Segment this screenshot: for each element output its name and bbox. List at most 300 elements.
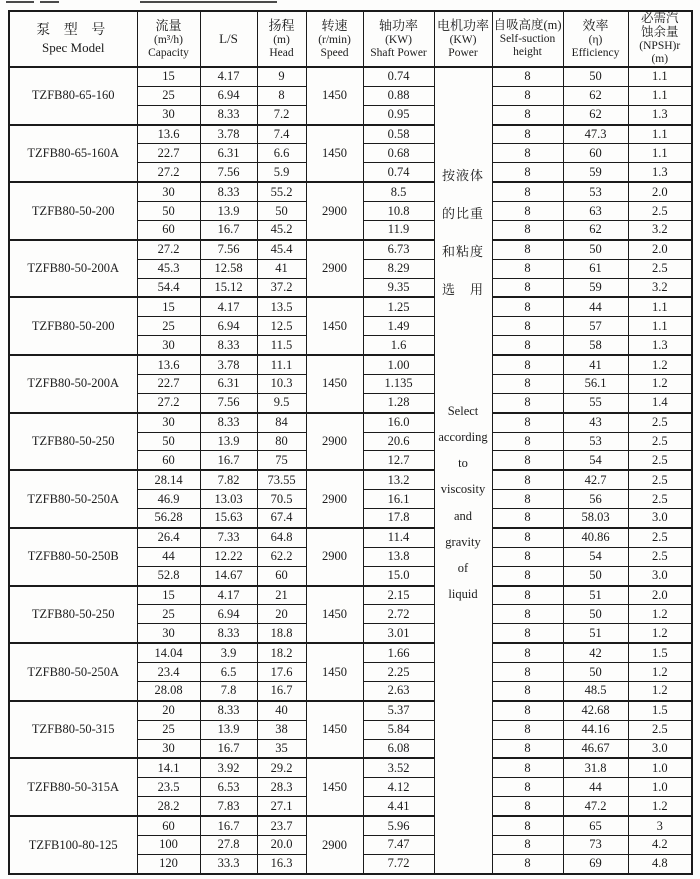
- self-suction-cell: 8: [492, 355, 563, 374]
- capacity-cell: 25: [137, 605, 200, 624]
- efficiency-cell: 50: [563, 605, 628, 624]
- self-suction-cell: 8: [492, 663, 563, 682]
- head-cell: 9: [257, 67, 306, 86]
- header-line: L/S: [219, 31, 238, 47]
- header-line: (m): [651, 52, 669, 65]
- efficiency-cell: 43: [563, 413, 628, 432]
- efficiency-cell: 56: [563, 490, 628, 509]
- shaft-power-cell: 1.25: [363, 297, 434, 316]
- speed-cell: 1450: [306, 758, 363, 816]
- header-line: 电机功率: [436, 17, 489, 33]
- col-header-npsh: [628, 11, 692, 67]
- col-header-efficiency: [563, 11, 628, 67]
- ls-cell: 6.94: [200, 605, 257, 624]
- ls-cell: 3.78: [200, 355, 257, 374]
- efficiency-cell: 54: [563, 547, 628, 566]
- table-row: [9, 470, 692, 489]
- capacity-cell: 13.6: [137, 355, 200, 374]
- head-cell: 20.0: [257, 835, 306, 854]
- npsh-cell: 4.8: [628, 854, 692, 874]
- ls-cell: 8.33: [200, 413, 257, 432]
- capacity-cell: 14.04: [137, 643, 200, 662]
- capacity-cell: 14.1: [137, 758, 200, 777]
- efficiency-cell: 41: [563, 355, 628, 374]
- self-suction-cell: 8: [492, 259, 563, 278]
- model-cell: TZFB100-80-125: [9, 816, 137, 874]
- capacity-cell: 28.14: [137, 470, 200, 489]
- npsh-cell: 2.5: [628, 547, 692, 566]
- model-cell: TZFB80-50-200: [9, 297, 137, 355]
- ls-cell: 8.33: [200, 182, 257, 201]
- speed-cell: 2900: [306, 470, 363, 528]
- self-suction-cell: 8: [492, 758, 563, 777]
- self-suction-cell: 8: [492, 854, 563, 874]
- shaft-power-cell: 1.28: [363, 393, 434, 412]
- table-row: [9, 355, 692, 374]
- capacity-cell: 27.2: [137, 393, 200, 412]
- head-cell: 73.55: [257, 470, 306, 489]
- capacity-cell: 22.7: [137, 144, 200, 163]
- self-suction-cell: 8: [492, 586, 563, 605]
- scan-artifact-line: [6, 1, 34, 3]
- capacity-cell: 15: [137, 67, 200, 86]
- head-cell: 23.7: [257, 816, 306, 835]
- efficiency-cell: 61: [563, 259, 628, 278]
- capacity-cell: 56.28: [137, 509, 200, 528]
- head-cell: 8: [257, 86, 306, 105]
- npsh-cell: 1.1: [628, 67, 692, 86]
- shaft-power-cell: 15.0: [363, 566, 434, 585]
- ls-cell: 13.03: [200, 490, 257, 509]
- self-suction-cell: 8: [492, 67, 563, 86]
- ls-cell: 16.7: [200, 816, 257, 835]
- pump-spec-table: [8, 10, 693, 875]
- npsh-cell: 3.2: [628, 220, 692, 239]
- efficiency-cell: 42.7: [563, 470, 628, 489]
- col-header-shaft-power: [363, 11, 434, 67]
- efficiency-cell: 48.5: [563, 681, 628, 700]
- npsh-cell: 1.5: [628, 701, 692, 720]
- head-cell: 11.5: [257, 336, 306, 355]
- capacity-cell: 27.2: [137, 163, 200, 182]
- shaft-power-cell: 6.73: [363, 240, 434, 259]
- self-suction-cell: 8: [492, 528, 563, 547]
- ls-cell: 7.56: [200, 163, 257, 182]
- ls-cell: 13.9: [200, 720, 257, 739]
- model-cell: TZFB80-65-160A: [9, 125, 137, 183]
- capacity-cell: 28.2: [137, 797, 200, 816]
- head-cell: 7.4: [257, 125, 306, 144]
- ls-cell: 6.94: [200, 317, 257, 336]
- ls-cell: 33.3: [200, 854, 257, 874]
- efficiency-cell: 44: [563, 778, 628, 797]
- efficiency-cell: 59: [563, 278, 628, 297]
- shaft-power-cell: 4.12: [363, 778, 434, 797]
- self-suction-cell: 8: [492, 432, 563, 451]
- efficiency-cell: 51: [563, 624, 628, 643]
- shaft-power-cell: 0.95: [363, 105, 434, 124]
- model-cell: TZFB80-50-315A: [9, 758, 137, 816]
- shaft-power-cell: 0.68: [363, 144, 434, 163]
- table-row: [9, 758, 692, 777]
- table-row: [9, 701, 692, 720]
- model-cell: TZFB80-50-200A: [9, 240, 137, 298]
- ls-cell: 3.78: [200, 125, 257, 144]
- self-suction-cell: 8: [492, 182, 563, 201]
- model-cell: TZFB80-50-200A: [9, 355, 137, 413]
- header-line: (m³/h): [154, 33, 183, 46]
- speed-cell: 2900: [306, 528, 363, 586]
- head-cell: 20: [257, 605, 306, 624]
- shaft-power-cell: 16.0: [363, 413, 434, 432]
- shaft-power-cell: 1.00: [363, 355, 434, 374]
- capacity-cell: 30: [137, 336, 200, 355]
- ls-cell: 13.9: [200, 432, 257, 451]
- head-cell: 5.9: [257, 163, 306, 182]
- npsh-cell: 1.5: [628, 643, 692, 662]
- shaft-power-cell: 11.4: [363, 528, 434, 547]
- self-suction-cell: 8: [492, 220, 563, 239]
- shaft-power-cell: 11.9: [363, 220, 434, 239]
- header-line: 转速: [321, 17, 348, 33]
- capacity-cell: 20: [137, 701, 200, 720]
- header-line: (KW): [385, 33, 412, 46]
- speed-cell: 1450: [306, 701, 363, 759]
- table-header: [9, 11, 692, 67]
- ls-cell: 8.33: [200, 624, 257, 643]
- ls-cell: 8.33: [200, 105, 257, 124]
- npsh-cell: 1.0: [628, 758, 692, 777]
- shaft-power-cell: 0.74: [363, 163, 434, 182]
- header-line: (KW): [449, 33, 477, 46]
- header-line: Self-suction: [499, 32, 556, 45]
- self-suction-cell: 8: [492, 835, 563, 854]
- efficiency-cell: 46.67: [563, 739, 628, 758]
- ls-cell: 6.53: [200, 778, 257, 797]
- ls-cell: 12.22: [200, 547, 257, 566]
- efficiency-cell: 50: [563, 566, 628, 585]
- shaft-power-cell: 8.5: [363, 182, 434, 201]
- npsh-cell: 2.0: [628, 586, 692, 605]
- capacity-cell: 15: [137, 586, 200, 605]
- efficiency-cell: 59: [563, 163, 628, 182]
- self-suction-cell: 8: [492, 240, 563, 259]
- ls-cell: 16.7: [200, 220, 257, 239]
- header-line: 轴功率: [378, 17, 418, 33]
- capacity-cell: 100: [137, 835, 200, 854]
- power-note-line: liquid: [448, 587, 478, 602]
- npsh-cell: 1.3: [628, 336, 692, 355]
- shaft-power-cell: 1.49: [363, 317, 434, 336]
- efficiency-cell: 42.68: [563, 701, 628, 720]
- npsh-cell: 1.1: [628, 144, 692, 163]
- power-note-line: 按液体: [441, 167, 484, 183]
- speed-cell: 1450: [306, 355, 363, 413]
- col-header-motor-power: [434, 11, 492, 67]
- head-cell: 13.5: [257, 297, 306, 316]
- shaft-power-cell: 2.15: [363, 586, 434, 605]
- power-note-line: and: [453, 508, 473, 523]
- model-cell: TZFB80-50-315: [9, 701, 137, 759]
- npsh-cell: 1.1: [628, 317, 692, 336]
- self-suction-cell: 8: [492, 163, 563, 182]
- speed-cell: 2900: [306, 413, 363, 471]
- capacity-cell: 30: [137, 413, 200, 432]
- ls-cell: 4.17: [200, 297, 257, 316]
- shaft-power-cell: 7.72: [363, 854, 434, 874]
- header-line: (m): [273, 33, 290, 46]
- header-line: Efficiency: [571, 46, 620, 59]
- self-suction-cell: 8: [492, 413, 563, 432]
- capacity-cell: 120: [137, 854, 200, 874]
- header-line: 必需汽: [640, 11, 679, 25]
- header-line: 效率: [582, 17, 609, 33]
- self-suction-cell: 8: [492, 278, 563, 297]
- npsh-cell: 3: [628, 816, 692, 835]
- efficiency-cell: 56.1: [563, 374, 628, 393]
- header-line: Spec Model: [42, 40, 105, 56]
- shaft-power-cell: 13.2: [363, 470, 434, 489]
- shaft-power-cell: 3.01: [363, 624, 434, 643]
- capacity-cell: 23.5: [137, 778, 200, 797]
- capacity-cell: 45.3: [137, 259, 200, 278]
- efficiency-cell: 58: [563, 336, 628, 355]
- capacity-cell: 13.6: [137, 125, 200, 144]
- capacity-cell: 60: [137, 451, 200, 470]
- shaft-power-cell: 17.8: [363, 509, 434, 528]
- power-note-line: 的比重: [441, 205, 484, 221]
- self-suction-cell: 8: [492, 797, 563, 816]
- npsh-cell: 2.0: [628, 240, 692, 259]
- head-cell: 40: [257, 701, 306, 720]
- head-cell: 37.2: [257, 278, 306, 297]
- npsh-cell: 1.1: [628, 125, 692, 144]
- head-cell: 16.7: [257, 681, 306, 700]
- head-cell: 45.2: [257, 220, 306, 239]
- ls-cell: 7.83: [200, 797, 257, 816]
- model-cell: TZFB80-50-250: [9, 586, 137, 644]
- self-suction-cell: 8: [492, 778, 563, 797]
- self-suction-cell: 8: [492, 105, 563, 124]
- ls-cell: 7.8: [200, 681, 257, 700]
- shaft-power-cell: 0.74: [363, 67, 434, 86]
- table-row: [9, 297, 692, 316]
- self-suction-cell: 8: [492, 490, 563, 509]
- npsh-cell: 1.4: [628, 393, 692, 412]
- efficiency-cell: 31.8: [563, 758, 628, 777]
- header-line: Speed: [320, 46, 349, 59]
- self-suction-cell: 8: [492, 720, 563, 739]
- head-cell: 67.4: [257, 509, 306, 528]
- header-row: [9, 11, 692, 67]
- head-cell: 18.8: [257, 624, 306, 643]
- head-cell: 12.5: [257, 317, 306, 336]
- self-suction-cell: 8: [492, 297, 563, 316]
- head-cell: 29.2: [257, 758, 306, 777]
- shaft-power-cell: 0.58: [363, 125, 434, 144]
- efficiency-cell: 40.86: [563, 528, 628, 547]
- shaft-power-cell: 2.63: [363, 681, 434, 700]
- npsh-cell: 1.2: [628, 355, 692, 374]
- speed-cell: 2900: [306, 182, 363, 240]
- ls-cell: 7.56: [200, 393, 257, 412]
- npsh-cell: 1.1: [628, 297, 692, 316]
- ls-cell: 15.12: [200, 278, 257, 297]
- self-suction-cell: 8: [492, 470, 563, 489]
- efficiency-cell: 69: [563, 854, 628, 874]
- power-note-line: of: [457, 561, 469, 575]
- table-row: [9, 528, 692, 547]
- self-suction-cell: 8: [492, 393, 563, 412]
- table-row: [9, 586, 692, 605]
- table-row: [9, 67, 692, 86]
- power-note-line: Select: [447, 403, 479, 418]
- speed-cell: 1450: [306, 586, 363, 644]
- ls-cell: 6.31: [200, 374, 257, 393]
- capacity-cell: 52.8: [137, 566, 200, 585]
- model-cell: TZFB80-50-250B: [9, 528, 137, 586]
- table-row: [9, 125, 692, 144]
- ls-cell: 6.5: [200, 663, 257, 682]
- capacity-cell: 30: [137, 182, 200, 201]
- self-suction-cell: 8: [492, 144, 563, 163]
- head-cell: 28.3: [257, 778, 306, 797]
- shaft-power-cell: 5.96: [363, 816, 434, 835]
- efficiency-cell: 50: [563, 240, 628, 259]
- shaft-power-cell: 1.135: [363, 374, 434, 393]
- ls-cell: 16.7: [200, 451, 257, 470]
- head-cell: 38: [257, 720, 306, 739]
- ls-cell: 16.7: [200, 739, 257, 758]
- table-row: [9, 643, 692, 662]
- self-suction-cell: 8: [492, 605, 563, 624]
- scan-artifact-line: [40, 1, 59, 3]
- col-header-capacity: [137, 11, 200, 67]
- self-suction-cell: 8: [492, 125, 563, 144]
- ls-cell: 6.94: [200, 86, 257, 105]
- capacity-cell: 54.4: [137, 278, 200, 297]
- npsh-cell: 2.5: [628, 720, 692, 739]
- head-cell: 11.1: [257, 355, 306, 374]
- table-body: [9, 67, 692, 874]
- capacity-cell: 30: [137, 624, 200, 643]
- header-line: Power: [448, 46, 478, 59]
- shaft-power-cell: 10.8: [363, 202, 434, 221]
- ls-cell: 3.92: [200, 758, 257, 777]
- npsh-cell: 2.5: [628, 470, 692, 489]
- npsh-cell: 1.1: [628, 86, 692, 105]
- capacity-cell: 28.08: [137, 681, 200, 700]
- header-line: 扬程: [268, 17, 295, 33]
- self-suction-cell: 8: [492, 643, 563, 662]
- npsh-cell: 2.5: [628, 202, 692, 221]
- npsh-cell: 1.2: [628, 605, 692, 624]
- shaft-power-cell: 3.52: [363, 758, 434, 777]
- npsh-cell: 4.2: [628, 835, 692, 854]
- efficiency-cell: 51: [563, 586, 628, 605]
- capacity-cell: 44: [137, 547, 200, 566]
- capacity-cell: 50: [137, 202, 200, 221]
- ls-cell: 7.56: [200, 240, 257, 259]
- npsh-cell: 1.2: [628, 681, 692, 700]
- table-row: [9, 240, 692, 259]
- speed-cell: 2900: [306, 816, 363, 874]
- efficiency-cell: 62: [563, 105, 628, 124]
- npsh-cell: 3.0: [628, 566, 692, 585]
- head-cell: 41: [257, 259, 306, 278]
- self-suction-cell: 8: [492, 624, 563, 643]
- model-cell: TZFB80-50-200: [9, 182, 137, 240]
- head-cell: 27.1: [257, 797, 306, 816]
- npsh-cell: 3.0: [628, 509, 692, 528]
- head-cell: 62.2: [257, 547, 306, 566]
- speed-cell: 1450: [306, 67, 363, 125]
- head-cell: 16.3: [257, 854, 306, 874]
- speed-cell: 1450: [306, 643, 363, 701]
- self-suction-cell: 8: [492, 681, 563, 700]
- efficiency-cell: 62: [563, 220, 628, 239]
- speed-cell: 2900: [306, 240, 363, 298]
- model-cell: TZFB80-50-250A: [9, 470, 137, 528]
- head-cell: 10.3: [257, 374, 306, 393]
- head-cell: 55.2: [257, 182, 306, 201]
- header-line: 自吸高度(m): [493, 17, 562, 32]
- capacity-cell: 50: [137, 432, 200, 451]
- capacity-cell: 60: [137, 220, 200, 239]
- shaft-power-cell: 2.72: [363, 605, 434, 624]
- ls-cell: 4.17: [200, 67, 257, 86]
- head-cell: 84: [257, 413, 306, 432]
- header-line: Head: [269, 46, 294, 59]
- self-suction-cell: 8: [492, 816, 563, 835]
- ls-cell: 3.9: [200, 643, 257, 662]
- npsh-cell: 2.5: [628, 451, 692, 470]
- table-row: [9, 413, 692, 432]
- efficiency-cell: 63: [563, 202, 628, 221]
- efficiency-cell: 54: [563, 451, 628, 470]
- efficiency-cell: 44.16: [563, 720, 628, 739]
- speed-cell: 1450: [306, 297, 363, 355]
- shaft-power-cell: 9.35: [363, 278, 434, 297]
- efficiency-cell: 44: [563, 297, 628, 316]
- npsh-cell: 1.2: [628, 624, 692, 643]
- header-line: (r/min): [318, 33, 351, 46]
- power-note-line: according: [438, 429, 488, 444]
- table-row: [9, 182, 692, 201]
- npsh-cell: 1.2: [628, 374, 692, 393]
- efficiency-cell: 53: [563, 182, 628, 201]
- shaft-power-cell: 6.08: [363, 739, 434, 758]
- self-suction-cell: 8: [492, 86, 563, 105]
- shaft-power-cell: 1.6: [363, 336, 434, 355]
- capacity-cell: 22.7: [137, 374, 200, 393]
- header-line: (NPSH)r: [639, 39, 681, 52]
- head-cell: 18.2: [257, 643, 306, 662]
- capacity-cell: 25: [137, 317, 200, 336]
- npsh-cell: 1.2: [628, 797, 692, 816]
- efficiency-cell: 62: [563, 86, 628, 105]
- ls-cell: 27.8: [200, 835, 257, 854]
- ls-cell: 4.17: [200, 586, 257, 605]
- ls-cell: 12.58: [200, 259, 257, 278]
- efficiency-cell: 47.2: [563, 797, 628, 816]
- scan-artifact-line: [140, 1, 277, 3]
- capacity-cell: 60: [137, 816, 200, 835]
- npsh-cell: 3.2: [628, 278, 692, 297]
- head-cell: 70.5: [257, 490, 306, 509]
- self-suction-cell: 8: [492, 451, 563, 470]
- header-line: 流量: [155, 17, 182, 33]
